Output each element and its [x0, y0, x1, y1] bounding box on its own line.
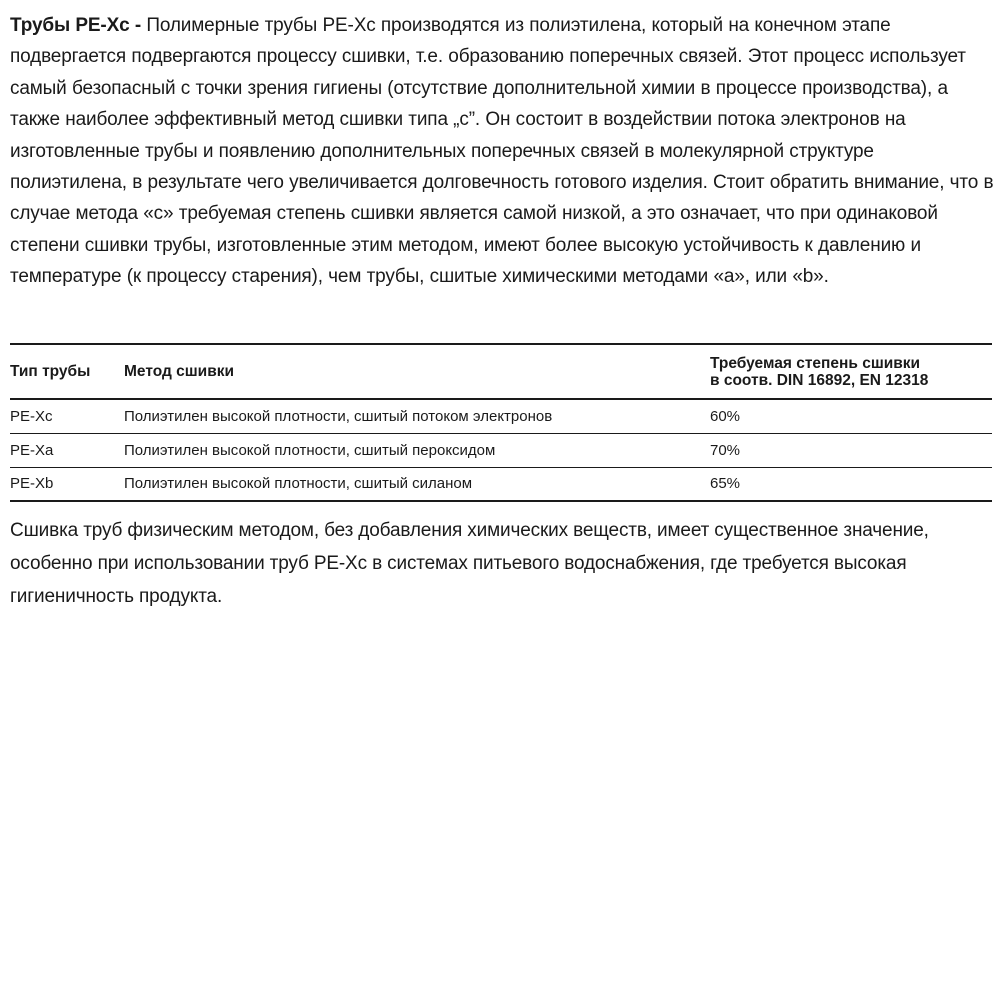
header-required-degree-line1: Требуемая степень сшивки [710, 354, 921, 372]
summary-paragraph: Сшивка труб физическим методом, без добавления химических веществ, имеет существенное значение, особенно при использовании труб PE-Xc в системах питьевого водоснабжения, где требуется высокая гигиеничность продукта. [10, 520, 929, 607]
intro-term: Трубы PE-Xc - [10, 15, 142, 36]
crosslinking-table [10, 343, 992, 502]
table-header-row [10, 344, 992, 399]
header-required-degree [710, 344, 992, 399]
cell-pipe-type: PE-Xa [10, 441, 54, 459]
cell-crosslink-method: Полиэтилен высокой плотности, сшитый пероксидом [124, 441, 496, 459]
cell-crosslink-method: Полиэтилен высокой плотности, сшитый потоком электронов [124, 407, 553, 425]
header-pipe-type: Тип трубы [10, 363, 91, 380]
table-row [10, 433, 992, 467]
cell-pipe-type: PE-Xc [10, 407, 53, 425]
table-row [10, 399, 992, 433]
header-required-degree-line2: в соотв. DIN 16892, EN 12318 [710, 371, 929, 389]
table-row [10, 467, 992, 501]
cell-required-degree: 65% [710, 475, 741, 493]
cell-required-degree: 60% [710, 407, 741, 425]
cell-required-degree: 70% [710, 441, 741, 459]
cell-crosslink-method: Полиэтилен высокой плотности, сшитый силаном [124, 475, 473, 493]
header-crosslink-method: Метод сшивки [124, 363, 235, 380]
intro-text: Полимерные трубы PE-Xc производятся из полиэтилена, который на конечном этапе подвергается подвергаются процессу сшивки, т.е. образованию поперечных связей. Этот процесс использует самый безопасный с точки зрения гигиены (отсутствие дополнительной химии в процессе производства), а также наиболее эффективный метод сшивки типа „c”. Он состоит в воздействии потока электронов на изготовленные трубы и появлению дополнительных поперечных связей в молекулярной структуре полиэтилена, в результате чего увеличивается долговечность готового изделия. Стоит обратить внимание, что в случае метода «c» требуемая степень сшивки является самой низкой, а это означает, что при одинаковой степени сшивки трубы, изготовленные этим методом, имеют более высокую устойчивость к давлению и температуре (к процессу старения), чем трубы, сшитые химическими методами «a», или «b». [10, 15, 994, 288]
intro-paragraph [10, 10, 995, 293]
cell-pipe-type: PE-Xb [10, 475, 54, 493]
